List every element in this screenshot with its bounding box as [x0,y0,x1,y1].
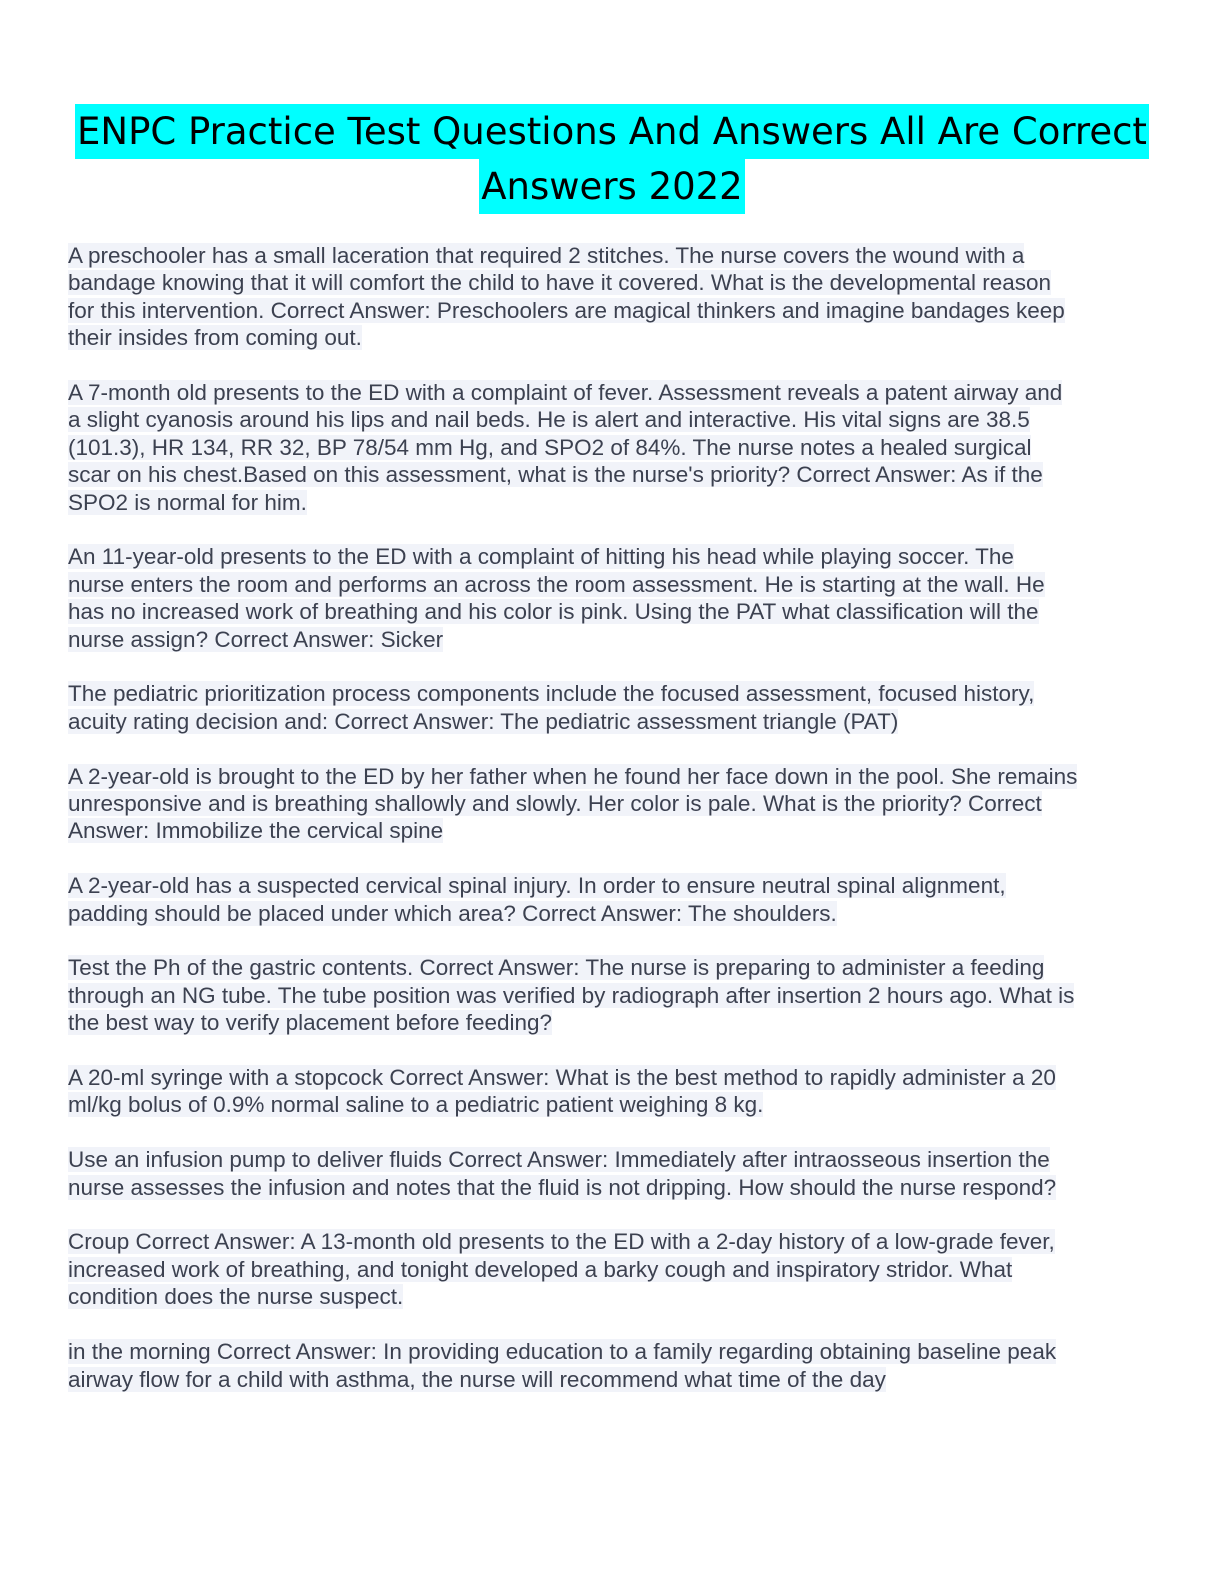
paragraph-line [68,297,1153,324]
paragraph-line-text: The pediatric prioritization process components include the focused assessment, focused history, [68,681,1035,707]
paragraph-line-text: the best way to verify placement before feeding? [68,1010,553,1036]
document-title [60,104,1164,214]
paragraph-line-text: nurse assesses the infusion and notes that the fluid is not dripping. How should the nurse respond? [68,1174,1057,1200]
paragraph-line [68,324,1153,351]
paragraph-line [68,1174,1153,1201]
paragraph-line-text: their insides from coming out. [68,325,362,351]
paragraph-line-text: scar on his chest.Based on this assessment, what is the nurse's priority? Correct Answer: As if the [68,462,1043,488]
title-line: ENPC Practice Test Questions And Answers All Are Correct [75,104,1149,159]
paragraph-line [68,1146,1153,1173]
document-body [68,242,1153,1420]
qa-paragraph [68,872,1153,927]
paragraph-line [68,269,1153,296]
paragraph-line-text: nurse assign? Correct Answer: Sicker [68,626,444,652]
paragraph-line-text: for this intervention. Correct Answer: Preschoolers are magical thinkers and imagine bandages keep [68,297,1065,323]
qa-paragraph [68,1228,1153,1310]
paragraph-line [68,598,1153,625]
paragraph-line-text: An 11-year-old presents to the ED with a complaint of hitting his head while playing soccer. The [68,544,1014,570]
paragraph-line [68,817,1153,844]
paragraph-line-text: SPO2 is normal for him. [68,489,307,515]
paragraph-line [68,489,1153,516]
paragraph-line [68,1064,1153,1091]
paragraph-line-text: padding should be placed under which area? Correct Answer: The shoulders. [68,900,837,926]
paragraph-line-text: through an NG tube. The tube position was verified by radiograph after insertion 2 hours ago. What is [68,982,1075,1008]
paragraph-line-text: A preschooler has a small laceration that required 2 stitches. The nurse covers the wound with a [68,243,1025,268]
paragraph-line-text: Croup Correct Answer: A 13-month old presents to the ED with a 2-day history of a low-grade fever, [68,1229,1055,1255]
paragraph-line [68,954,1153,981]
paragraph-line-text: has no increased work of breathing and his color is pink. Using the PAT what classification will the [68,599,1039,625]
paragraph-line [68,571,1153,598]
paragraph-line [68,1091,1153,1118]
paragraph-line-text: ml/kg bolus of 0.9% normal saline to a pediatric patient weighing 8 kg. [68,1092,764,1118]
paragraph-line [68,872,1153,899]
qa-paragraph [68,1338,1153,1393]
title-line: Answers 2022 [479,159,744,214]
paragraph-line-text: condition does the nurse suspect. [68,1284,404,1310]
paragraph-line [68,1256,1153,1283]
paragraph-line [68,406,1153,433]
paragraph-line [68,680,1153,707]
paragraph-line-text: in the morning Correct Answer: In providing education to a family regarding obtaining baseline peak [68,1339,1057,1365]
paragraph-line-text: A 20-ml syringe with a stopcock Correct Answer: What is the best method to rapidly administer a 20 [68,1065,1056,1091]
paragraph-line-text: (101.3), HR 134, RR 32, BP 78/54 mm Hg, and SPO2 of 84%. The nurse notes a healed surgical [68,434,1032,460]
paragraph-line [68,1009,1153,1036]
qa-paragraph [68,954,1153,1036]
paragraph-line [68,708,1153,735]
paragraph-line [68,1228,1153,1255]
qa-paragraph [68,1064,1153,1119]
paragraph-line-text: acuity rating decision and: Correct Answer: The pediatric assessment triangle (PAT) [68,708,899,734]
paragraph-line [68,1366,1153,1393]
qa-paragraph [68,242,1153,352]
qa-paragraph [68,379,1153,516]
paragraph-line-text: bandage knowing that it will comfort the child to have it covered. What is the developmental reason [68,270,1052,296]
paragraph-line [68,626,1153,653]
paragraph-line [68,379,1153,406]
paragraph-line [68,790,1153,817]
paragraph-line-text: airway flow for a child with asthma, the nurse will recommend what time of the day [68,1366,886,1392]
qa-paragraph [68,680,1153,735]
paragraph-line-text: a slight cyanosis around his lips and nail beds. He is alert and interactive. His vital signs are 38.5 [68,407,1030,433]
paragraph-line [68,434,1153,461]
paragraph-line-text: unresponsive and is breathing shallowly and slowly. Her color is pale. What is the priority? Correct [68,791,1042,817]
paragraph-line-text: A 2-year-old is brought to the ED by her father when he found her face down in the pool. She remains [68,763,1078,789]
paragraph-line [68,543,1153,570]
qa-paragraph [68,763,1153,845]
paragraph-line [68,900,1153,927]
paragraph-line [68,1283,1153,1310]
paragraph-line-text: Answer: Immobilize the cervical spine [68,818,444,844]
paragraph-line [68,763,1153,790]
paragraph-line [68,982,1153,1009]
paragraph-line-text: increased work of breathing, and tonight developed a barky cough and inspiratory stridor. What [68,1256,1013,1282]
qa-paragraph [68,543,1153,653]
paragraph-line-text: Test the Ph of the gastric contents. Correct Answer: The nurse is preparing to administer a feeding [68,955,1045,981]
paragraph-line-text: nurse enters the room and performs an across the room assessment. He is starting at the wall. He [68,571,1045,597]
paragraph-line-text: A 2-year-old has a suspected cervical spinal injury. In order to ensure neutral spinal alignment, [68,873,1006,899]
paragraph-line-text: A 7-month old presents to the ED with a complaint of fever. Assessment reveals a patent airway and [68,380,1063,406]
qa-paragraph [68,1146,1153,1201]
paragraph-line [68,461,1153,488]
paragraph-line-text: Use an infusion pump to deliver fluids Correct Answer: Immediately after intraosseous insertion the [68,1147,1050,1173]
paragraph-line [68,1338,1153,1365]
paragraph-line [68,242,1153,269]
